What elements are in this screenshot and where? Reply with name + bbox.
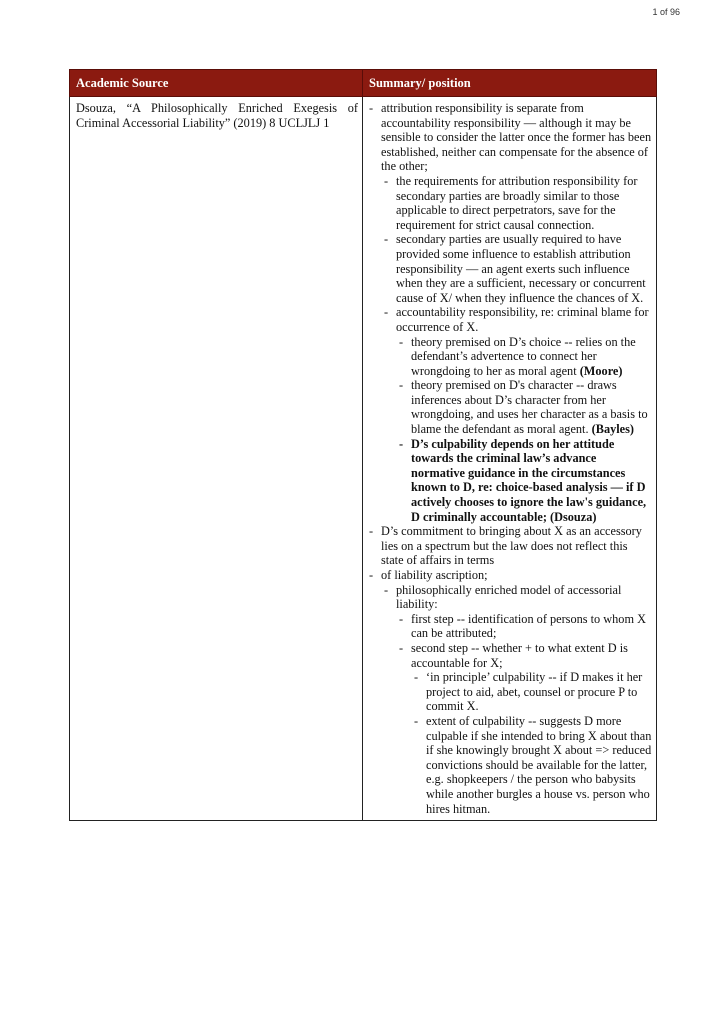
list-item — [411, 641, 652, 816]
sources-table — [69, 69, 657, 821]
summary-text: second step -- whether + to what extent D is accountable for X; — [411, 640, 628, 670]
list-item — [396, 305, 652, 524]
author-reference: (Moore) — [579, 363, 623, 378]
summary-text: the requirements for attribution responsibility for secondary parties are broadly similar to those applicable to direct perpetrators, save for the requirement for strict causal connection. — [396, 173, 638, 232]
header-academic-source: Academic Source — [70, 70, 363, 97]
list-item — [381, 101, 652, 524]
summary-text: of liability ascription; — [381, 568, 488, 582]
list-item — [396, 583, 652, 817]
summary-text: first step -- identification of persons to whom X can be attributed; — [411, 611, 646, 641]
list-item — [426, 670, 652, 714]
table-row — [70, 97, 657, 821]
summary-text: D’s culpability depends on her attitude towards the criminal law’s advance normative guidance in the circumstances known to D, re: choice-based analysis — if D actively chooses to ignore the law's guidance, D criminally accountable; (Dsouza) — [411, 436, 647, 524]
sub-list — [381, 174, 652, 524]
sub-list — [381, 583, 652, 817]
source-citation: Dsouza, “A Philosophically Enriched Exegesis of Criminal Accessorial Liability” (2019) 8 UCLJLJ 1 — [70, 97, 363, 821]
list-item — [381, 524, 652, 568]
list-item — [411, 612, 652, 641]
summary-cell — [363, 97, 657, 821]
author-reference: (Bayles) — [591, 422, 634, 437]
table-header-row — [70, 70, 657, 97]
summary-text: philosophically enriched model of accessorial liability: — [396, 582, 622, 612]
summary-text: theory premised on D’s choice -- relies on the defendant’s advertence to connect her wrongdoing to her as moral agent — [411, 334, 636, 378]
header-summary-position: Summary/ position — [363, 70, 657, 97]
list-item — [426, 714, 652, 816]
summary-text: accountability responsibility, re: criminal blame for occurrence of X. — [396, 305, 649, 334]
summary-text: attribution responsibility is separate from accountability responsibility — although it may be sensible to consider the latter once the former has been established, neither can compensate for the absence of the other; — [381, 101, 652, 174]
summary-text: extent of culpability -- suggests D more culpable if she intended to bring X about than if she knowingly brought X about => reduced convictions should be available for the latter, e.g. shopkeepers / the person who babysits while another burgles a house vs. person who hires hitman. — [426, 713, 652, 816]
summary-text: D’s commitment to bringing about X as an accessory lies on a spectrum but the law does not reflect this state of affairs in terms — [381, 524, 642, 568]
list-item — [396, 174, 652, 232]
list-item — [411, 335, 652, 379]
sub-list — [396, 612, 652, 816]
list-item — [396, 232, 652, 305]
list-item — [381, 568, 652, 816]
page-number: 1 of 96 — [652, 7, 680, 17]
sub-list — [411, 670, 652, 816]
summary-text: ‘in principle’ culpability -- if D makes it her project to aid, abet, counsel or procure P to commit X. — [426, 670, 643, 714]
list-item — [411, 437, 652, 525]
summary-text: theory premised on D's character -- draws inferences about D’s character from her wrongdoing, and uses her character as a basis to blame the defendant as moral agent. — [411, 378, 648, 437]
sub-list — [396, 335, 652, 525]
summary-text: secondary parties are usually required to have provided some influence to establish attribution responsibility — an agent exerts such influence when they are a sufficient, necessary or concurrent cause of X/ when they influence the chances of X. — [396, 232, 646, 305]
summary-list — [367, 101, 652, 816]
list-item — [411, 378, 652, 436]
